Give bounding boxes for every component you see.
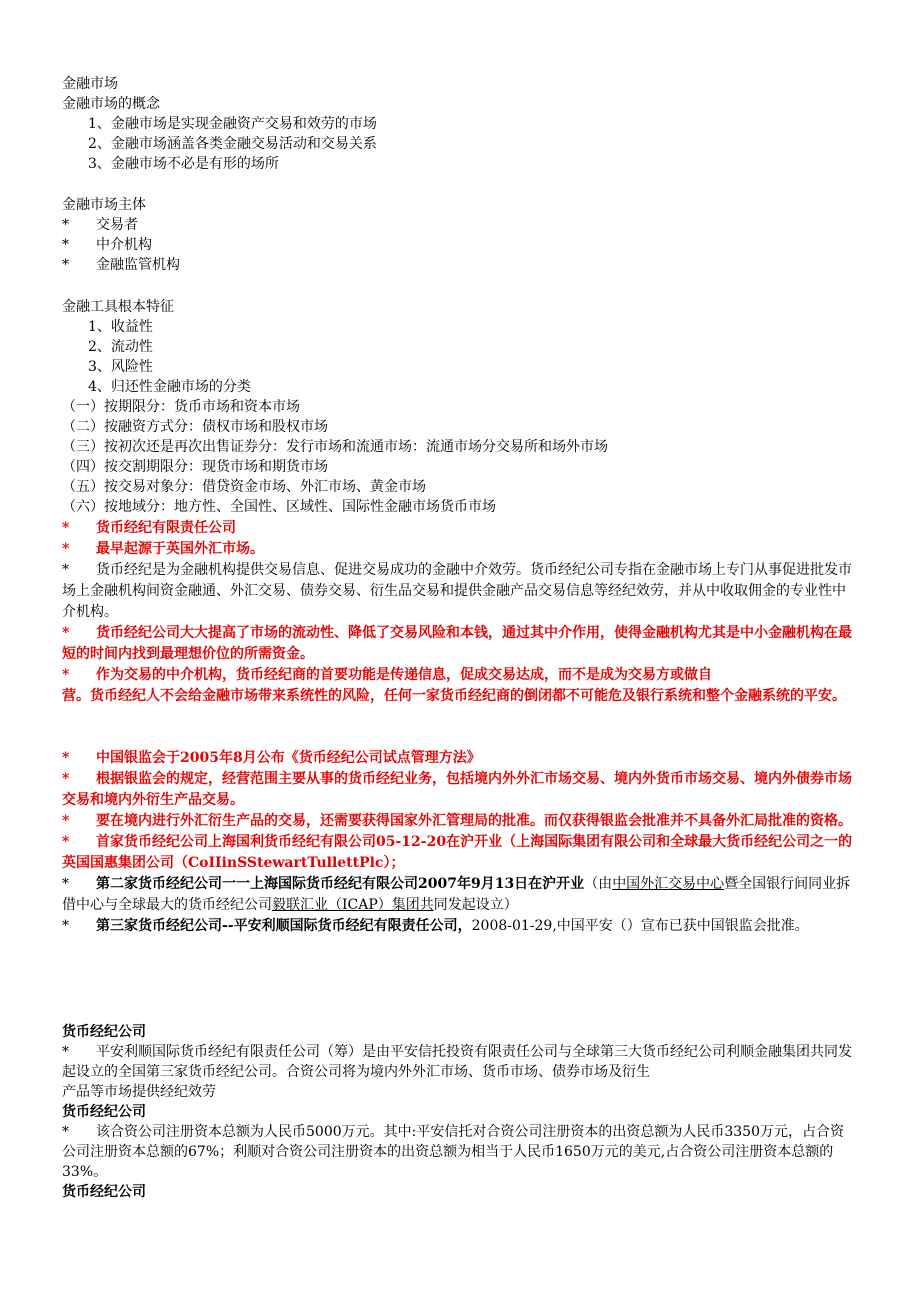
list-item: 2、流动性 [88,339,153,355]
list-item: 3、金融市场不必是有形的场所 [88,156,279,172]
paragraph: * 该合资公司注册资本总额为人民币5000万元。其中:平安信托对合资公司注册资本的出资总额为人民币3350万元，占合资公司注册资本总额的67%；利顺对合资公司注册资本的出资总额为相当于人民币1650万元的美元,占合资公司注册资本总额的33%。 [62,1124,844,1180]
list-item: （一）按期限分：货币市场和资本市场 [62,399,300,415]
bullet-icon: * [62,1044,69,1060]
paragraph: * 作为交易的中介机构，货币经纪商的首要功能是传递信息，促成交易达成，而不是成为交易方或做自 营。货币经纪人不会给金融市场带来系统性的风险，任何一家货币经纪商的倒闭都不可能危及银行系统和整个金融系统的平安。 [62,667,846,704]
list-item: （三）按初次还是再次出售证券分：发行市场和流通市场：流通市场分交易所和场外市场 [62,439,608,455]
section-instruments [62,297,857,517]
bullet-icon: * [62,562,69,578]
bullet-icon: * [62,813,70,829]
paragraph: * 平安利顺国际货币经纪有限责任公司（筹）是由平安信托投资有限责任公司与全球第三大货币经纪公司利顺金融集团共同发起设立的全国第三家货币经纪公司。合资公司将为境内外外汇市场、货币市场、债券市场及衍生 [62,1044,852,1080]
bullet-icon: * [62,1124,69,1140]
list-item: 2、金融市场涵盖各类金融交易活动和交易关系 [88,136,377,152]
bullet-icon: * [62,625,70,641]
section-title: 金融工具根本特征 [62,299,174,315]
list-item: （二）按融资方式分：债权市场和股权市场 [62,419,328,435]
section-heading: 货币经纪公司 [62,1024,146,1040]
section-concept [62,74,857,174]
section-heading: 货币经纪公司 [62,1104,146,1120]
paragraph: * 首家货币经纪公司上海国利货币经纪有限公司05-12-20在沪开业（上海国际集团有限公司和全球最大货币经纪公司之一的英国国惠集团公司（CoIIinSStewartTullettPlc）； [62,834,853,871]
bullet-icon: * [62,237,69,253]
paragraph: * 第三家货币经纪公司--平安利顺国际货币经纪有限责任公司，2008-01-29,中国平安（）宣布已获中国银监会批准。 [62,916,857,937]
bullet-icon: * [62,918,69,934]
section-regulation [62,748,857,937]
bullet-icon: * [62,876,69,892]
bullet-icon: * [62,750,70,766]
list-item: （六）按地域分：地方性、全国性、区域性、国际性金融市场货币市场 [62,499,496,515]
bullet-icon: * [62,257,69,273]
section-heading: 货币经纪公司 [62,1184,146,1200]
list-item: 3、风险性 [88,359,153,375]
list-item: 4、归还性金融市场的分类 [88,379,251,395]
section-broker [62,518,857,707]
bullet-icon: * [62,667,70,683]
bullet-icon: * [62,771,70,787]
bullet-icon: * [62,520,70,536]
list-item: * 金融监管机构 [62,257,180,273]
paragraph: * 第二家货币经纪公司一一上海国际货币经纪有限公司2007年9月13日在沪开业（由中国外汇交易中心暨全国银行间同业拆借中心与全球最大的货币经纪公司毅联汇业（ICAP）集团共同发起设立） [62,876,851,913]
bullet-icon: * [62,541,70,557]
section-title: 金融市场主体 [62,197,146,213]
paragraph: * 货币经纪公司大大提高了市场的流动性、降低了交易风险和本钱，通过其中介作用，使得金融机构尤其是中小金融机构在最短的时间内找到最理想价位的所需资金。 [62,625,852,662]
link-cfets[interactable]: 中国外汇交易中心 [612,876,725,892]
list-item: * 最早起源于英国外汇市场。 [62,539,857,560]
list-item: （五）按交易对象分：借贷资金市场、外汇市场、黄金市场 [62,479,426,495]
link-icap[interactable]: 毅联汇业（ICAP）集团共 [272,897,434,913]
list-item: * 交易者 [62,217,138,233]
section-participants [62,195,857,275]
list-item: （四）按交割期限分：现货市场和期货市场 [62,459,328,475]
list-item: 1、收益性 [88,319,153,335]
section-pingan [62,1022,857,1202]
paragraph-continuation: 产品等市场提供经纪效劳 [62,1084,216,1100]
list-item: * 货币经纪有限责任公司 [62,518,857,539]
list-item: 1、金融市场是实现金融资产交易和效劳的市场 [88,116,377,132]
bullet-icon: * [62,834,70,850]
section-title: 金融市场 [62,76,118,92]
list-item: * 中介机构 [62,237,152,253]
paragraph: * 中国银监会于2005年8月公布《货币经纪公司试点管理方法》 [62,748,857,769]
paragraph: * 货币经纪是为金融机构提供交易信息、促进交易成功的金融中介效劳。货币经纪公司专指在金融市场上专门从事促进批发市场上金融机构间资金融通、外汇交易、债券交易、衍生品交易和提供金融产品交易信息等经纪效劳，并从中收取佣金的专业性中介机构。 [62,562,852,620]
bullet-icon: * [62,217,69,233]
section-subtitle: 金融市场的概念 [62,96,160,112]
paragraph: * 要在境内进行外汇衍生产品的交易，还需要获得国家外汇管理局的批准。而仅获得银监会批准并不具备外汇局批准的资格。 [62,811,857,832]
paragraph: * 根据银监会的规定，经营范围主要从事的货币经纪业务，包括境内外外汇市场交易、境内外货币市场交易、境内外债券市场交易和境内外衍生产品交易。 [62,771,852,808]
